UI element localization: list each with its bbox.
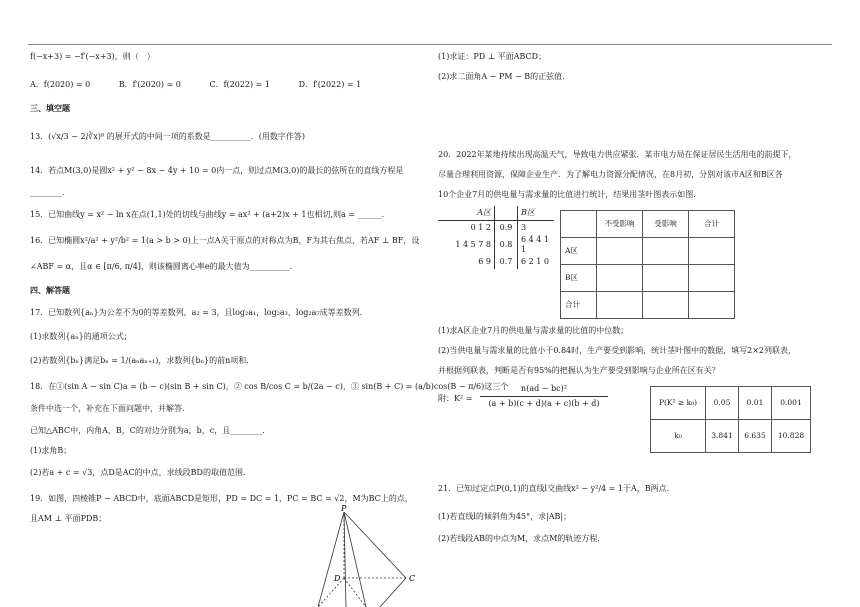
k2-formula-denominator: (a + b)(c + d)(a + c)(b + d) [480, 396, 608, 409]
ctbl-cell [597, 238, 643, 265]
ctbl-cell [643, 265, 689, 292]
ctbl-row-total: 合计 [561, 292, 597, 319]
ktbl-k-3841: 3.841 [706, 420, 739, 453]
question-15: 15．已知曲线y = x² − ln x在点(1,1)处的切线与曲线y = ax² + (a+2)x + 1也相切,则a = ______． [30, 210, 390, 219]
question-20-line2: 尽量合理利用资源，保障企业生产．为了解电力资源分配情况，在8月初，分别对该市A区和B区各 [438, 170, 783, 179]
ctbl-corner [561, 211, 597, 238]
stem-row3: 0.7 [495, 255, 518, 269]
question-13: 13．(√x/3 − 2/∛x)⁸ 的展开式的中间一项的系数是__________．(用数字作答) [30, 132, 305, 141]
ctbl-cell [643, 292, 689, 319]
question-18-part1: (1)求角B； [30, 446, 72, 455]
k2-formula-numerator: n(ad − bc)² [521, 384, 567, 393]
question-12-options [30, 80, 387, 90]
ktbl-k-6635: 6.635 [739, 420, 772, 453]
contingency-table [560, 210, 735, 319]
vertex-p-label: P [341, 504, 347, 513]
question-18-part2: (2)若a + c = √3，点D是AC的中点，求线段BD的取值范围． [30, 468, 251, 477]
stem-head-b: B区 [521, 208, 535, 217]
ktbl-p-0001: 0.001 [772, 387, 811, 420]
leaf-a-row2: 1 4 5 7 8 [455, 240, 491, 249]
ctbl-cell [689, 265, 735, 292]
stem-row1: 0.9 [495, 221, 518, 236]
stem-row2: 0.8 [495, 235, 518, 255]
question-20-part2-cont: 并根据列联表，判断是否有95%的把握认为生产要受到影响与企业所在区有关？ [438, 366, 720, 375]
section-answer-heading: 四、解答题 [30, 286, 70, 295]
ctbl-head-total: 合计 [689, 211, 735, 238]
k2-formula-label: 附：K² = [438, 394, 473, 403]
vertex-c-label: C [409, 574, 416, 583]
ctbl-head-affected: 受影响 [643, 211, 689, 238]
question-17-part1: (1)求数列{aₙ}的通项公式； [30, 332, 132, 341]
pyramid-figure [310, 504, 420, 607]
option-a: A．f(2020) = 0 [30, 80, 91, 89]
question-16-line1: 16．已知椭圆x²/a² + y²/b² = 1(a > b > 0)上一点A关于原点的对称点为B，F为其右焦点，若AF ⊥ BF，设 [30, 236, 420, 245]
ctbl-cell [689, 292, 735, 319]
ctbl-row-a: A区 [561, 238, 597, 265]
question-20-part2: (2)当供电量与需求量的比值小于0.84时，生产要受到影响，统计茎叶图中的数据，填写2×2列联表， [438, 346, 797, 355]
question-18-line3: 已知△ABC中，内角A，B，C的对边分别为a，b，c，且________． [30, 426, 271, 435]
critical-value-table [650, 386, 811, 453]
stem-head-a: A区 [477, 208, 491, 217]
question-21-stem: 21．已知过定点P(0,1)的直线l交曲线x² − y²/4 = 1于A，B两点． [438, 484, 675, 493]
section-fill-in-heading: 三、填空题 [30, 104, 70, 113]
ctbl-head-unaffected: 不受影响 [597, 211, 643, 238]
leaf-b-row3: 6 2 1 0 [521, 257, 549, 266]
question-14-line1: 14．若点M(3,0)是圆x² + y² − 8x − 4y + 10 = 0内一点，则过点M(3,0)的最长的弦所在的直线方程是 [30, 166, 404, 175]
ktbl-p-001: 0.01 [739, 387, 772, 420]
question-17-part2: (2)若数列{bₙ}满足bₙ = 1/(aₙaₙ₊₁)，求数列{bₙ}的前n项和． [30, 356, 255, 365]
ktbl-k-label: k₀ [651, 420, 706, 453]
question-20-line1: 20．2022年某地持续出现高温天气，导致电力供应紧张．某市电力局在保证居民生活用电的前提下， [438, 150, 797, 159]
k2-formula [480, 384, 608, 409]
ktbl-p-005: 0.05 [706, 387, 739, 420]
option-c: C．f(2022) = 1 [209, 80, 271, 89]
leaf-a-row1: 0 1 2 [470, 223, 491, 232]
question-20-part1: (1)求A区企业7月的供电量与需求量的比值的中位数； [438, 326, 629, 335]
question-18-line2: 条件中选一个，补充在下面问题中，并解答． [30, 404, 190, 413]
ctbl-row-b: B区 [561, 265, 597, 292]
question-19-part2: (2)求二面角A − PM − B的正弦值． [438, 72, 571, 81]
question-19-line2: 且AM ⊥ 平面PDB； [30, 514, 107, 523]
ctbl-cell [597, 292, 643, 319]
ctbl-cell [643, 238, 689, 265]
ktbl-p-label: P(K² ≥ k₀) [651, 387, 706, 420]
leaf-b-row2: 6 4 4 1 1 [521, 235, 549, 254]
question-12-tail: f(−x+3) = −f′(−x+3)，则（ ） [30, 52, 155, 61]
option-b: B．f′(2020) = 0 [118, 80, 181, 89]
leaf-b-row1: 3 [521, 223, 527, 232]
ctbl-cell [597, 265, 643, 292]
question-17-stem: 17．已知数列{aₙ}为公差不为0的等差数列，a₂ = 3，且log₂a₁，log₂a₃，log₂a₇成等差数列． [30, 308, 368, 317]
vertex-d-label: D [334, 574, 341, 583]
stem-leaf-plot [438, 206, 554, 269]
ktbl-k-10828: 10.828 [772, 420, 811, 453]
question-16-line2: ∠ABF = α，且α ∈ [π/6, π/4]，则该椭圆离心率e的最大值为__________． [30, 262, 298, 271]
question-21-part1: (1)若直线l的倾斜角为45°，求|AB|； [438, 512, 572, 521]
leaf-a-row3: 6 9 [478, 257, 491, 266]
question-18-line1: 18．在①(sin A − sin C)a = (b − c)(sin B + sin C)，② cos B/cos C = b/(2a − c)，③ sin(B + C) = (a/b)cos(B − π/6)这三个 [30, 382, 509, 391]
question-19-line1: 19．如图，四棱锥P − ABCD中，底面ABCD是矩形，PD = DC = 1，PC = BC = √2，M为BC上的点， [30, 494, 413, 503]
header-rule [28, 44, 832, 45]
question-20-line3: 10个企业7月的供电量与需求量的比值进行统计，结果用茎叶图表示如图． [438, 190, 702, 199]
question-14-line2: ________． [30, 188, 70, 197]
question-21-part2: (2)若线段AB的中点为M，求点M的轨迹方程． [438, 534, 606, 543]
question-19-part1: (1)求证：PD ⊥ 平面ABCD； [438, 52, 547, 61]
option-d: D．f′(2022) = 1 [298, 80, 362, 89]
ctbl-cell [689, 238, 735, 265]
